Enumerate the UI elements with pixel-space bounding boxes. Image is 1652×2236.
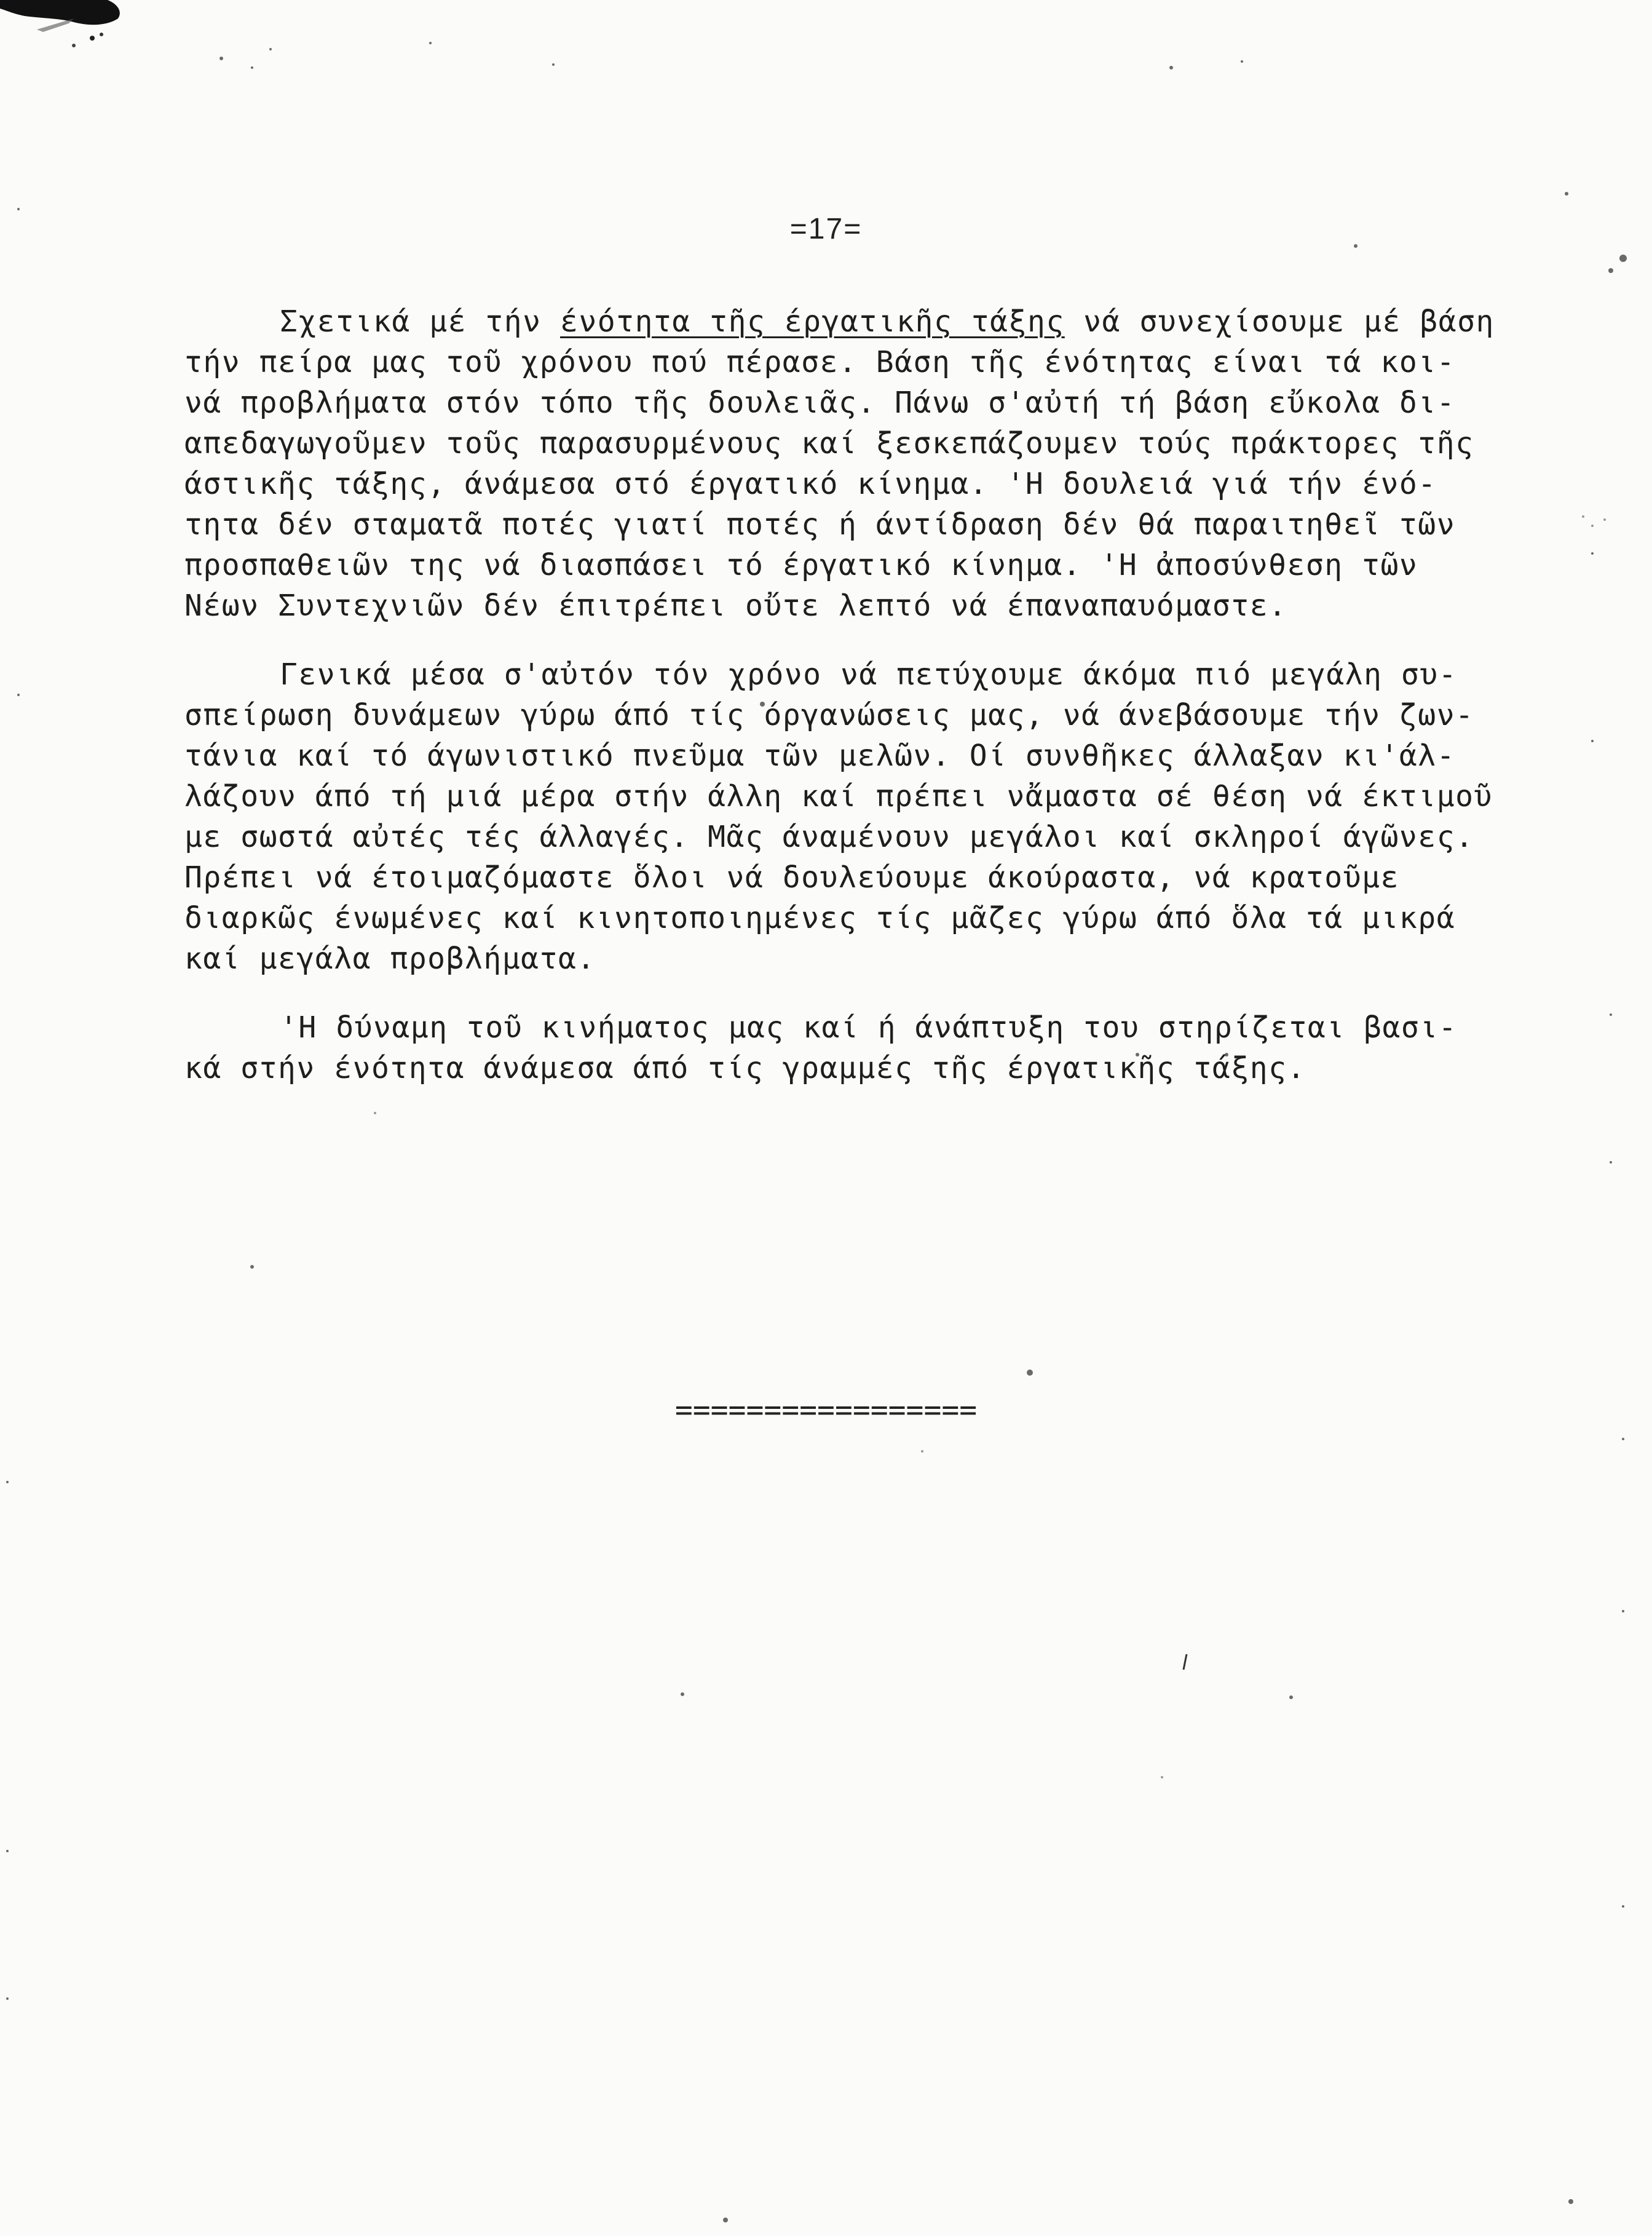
paragraph-2 (184, 654, 1512, 979)
text-line: Γενικά μέσα σ'αὐτόν τόν χρόνο νά πετύχουμε άκόμα πιό μεγάλη συ- (280, 657, 1458, 692)
underlined-phrase: ένότητα τῆς έργατικῆς τάξης (559, 304, 1065, 339)
text-line: Νέων Συντεχνιῶν δέν έπιτρέπει οὔτε λεπτό νά έπαναπαυόμαστε. (184, 589, 1287, 623)
text-line: τητα δέν σταματᾶ ποτές γιατί ποτές ή άντίδραση δέν θά παραιτηθεῖ τῶν (184, 507, 1456, 542)
text-line: λάζουν άπό τή μιά μέρα στήν άλλη καί πρέπει νἄμαστα σέ θέση νά έκτιμοῦ (184, 779, 1493, 814)
paragraph-3 (184, 1007, 1512, 1088)
text-line: με σωστά αὐτές τές άλλαγές. Μᾶς άναμένουν μεγάλοι καί σκληροί άγῶνες. (184, 820, 1474, 854)
text-line: προσπαθειῶν της νά διασπάσει τό έργατικό κίνημα. 'Η ἀποσύνθεση τῶν (184, 548, 1418, 582)
text-line: Σχετικά μέ τήν ένότητα τῆς έργατικῆς τάξης νά συνεχίσουμε μέ βάση (280, 304, 1495, 339)
text-line: 'Η δύναμη τοῦ κινήματος μας καί ή άνάπτυξη του στηρίζεται βασι- (280, 1010, 1458, 1045)
text-line: διαρκῶς ένωμένες καί κινητοποιημένες τίς μᾶζες γύρω άπό ὅλα τά μικρά (184, 901, 1456, 935)
text-line: Πρέπει νά έτοιμαζόμαστε ὅλοι νά δουλεύουμε άκούραστα, νά κρατοῦμε (184, 860, 1399, 895)
separator-line: ================= (674, 1393, 978, 1427)
text-line: σπείρωση δυνάμεων γύρω άπό τίς όργανώσεις μας, νά άνεβάσουμε τήν ζων- (184, 698, 1474, 732)
page-number: =17= (789, 213, 863, 245)
text-line: κά στήν ένότητα άνάμεσα άπό τίς γραμμές τῆς έργατικῆς τάξης. (184, 1051, 1306, 1085)
text-line: τήν πείρα μας τοῦ χρόνου πού πέρασε. Βάση τῆς ένότητας είναι τά κοι- (184, 345, 1456, 379)
text-line: άστικῆς τάξης, άνάμεσα στό έργατικό κίνημα. 'Η δουλειά γιά τήν ένό- (184, 467, 1437, 501)
paragraph-1 (184, 301, 1512, 626)
text-line: απεδαγωγοῦμεν τοῦς παρασυρμένους καί ξεσκεπάζουμεν τούς πράκτορες τῆς (184, 426, 1474, 461)
text-line: καί μεγάλα προβλήματα. (184, 942, 596, 976)
text-line: τάνια καί τό άγωνιστικό πνεῦμα τῶν μελῶν. Οί συνθῆκες άλλαξαν κι'άλ- (184, 739, 1456, 773)
body-text (184, 301, 1512, 1088)
text-line: νά προβλήματα στόν τόπο τῆς δουλειᾶς. Πάνω σ'αὐτή τή βάση εὔκολα δι- (184, 386, 1456, 420)
